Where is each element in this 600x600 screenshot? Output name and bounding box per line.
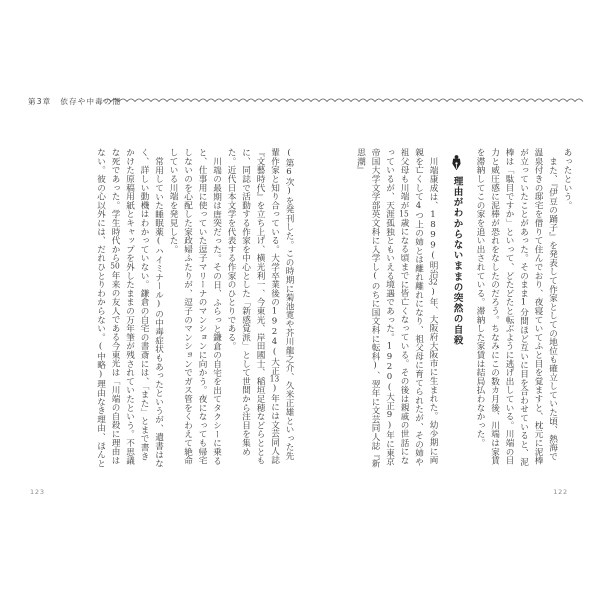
pen-nib-icon [449, 155, 464, 171]
page-left [36, 148, 296, 468]
paragraph: (第6次)を発刊した。この時期に菊池寛や芥川龍之介、久米正雄といった先輩作家と知り合っている。大学卒業後の1924(大正13)年には文芸同人誌『文藝時代』を立ち上げ、横光利一、今東光、岸田國士、稲垣足穂などらとともに、同誌で活動する作家を中心とした「新感覚派」として世間から注目を集めた。近代日本文学を代表する作家のひとりである。 [226, 148, 294, 465]
paragraph: また、『伊豆の踊子』を発表して作家としての地位も確立していた頃、熱海で温泉付きの邸宅を借りて住んでおり、夜寝ていてふと目を覚ますと、枕元に泥棒が立っていたことがあった。そのまま1分間ほど互いに目を合わせていると、泥棒は「駄目ですか」といって、どたどたと転ぶように逃げ出している。川端の目力と威圧感に泥棒が恐れをなしたのだろう。ちなみにこの数カ月後、川端は家賃を滞納してこの家を追い出されている。滞納した家賃は結局払わなかった。 [475, 148, 558, 467]
chapter-title: 依存や中毒の闇 [60, 96, 122, 106]
page-right [342, 148, 574, 468]
section-heading [449, 148, 464, 468]
section-heading-label: 理由がわからないままの突然の自殺 [451, 176, 463, 346]
paragraph: 川端康成は、1899(明治32)年、大阪府大阪市に生まれた。幼少期に両親を亡くして4つ上の姉とは離れ離れになり、祖父母に育てられたが、その姉や祖父母も川端が15歳になる頃までに皆亡くなっている。その後は親戚の世話になっているが、天涯孤独ともいえる境遇であった。1920(大正9)年に東京帝国大学文学部英文科に入学し(のちに国文科に転科)、翌年に文芸同人誌『新思潮』 [355, 148, 438, 468]
wavy-rule [103, 97, 587, 105]
paragraph: 川端の最期は唐突だった。その日、ふらっと鎌倉の自宅を出てタクシーに乗ると、仕事用に使っていた逗子マリーナのマンションに向かう。夜になっても帰宅しないのを心配した家政婦ふたりが、逗子のマンションでガス管をくわえて絶命している川端を発見した。 [168, 148, 222, 465]
page-number: 123 [30, 488, 45, 496]
paragraph: あったという。 [562, 148, 572, 210]
paragraph: 常用していた睡眠薬(ハイミナール)の中毒症状もあったというが、遺書はなく、詳しい動機はわかっていない。鎌倉の自宅の書斎には、「また」とまで書きかけた原稿用紙とキャップを外したままの万年筆が残されていたという。不思議な死であった。学生時代から50年来の友人である今東光は「川端の自殺に理由はない。彼の心以外には、だれひとりわからない。(中略)理由なき理由、ほんと [95, 148, 164, 468]
chapter-label: 第3章 [28, 96, 52, 106]
page-number: 122 [553, 488, 568, 496]
